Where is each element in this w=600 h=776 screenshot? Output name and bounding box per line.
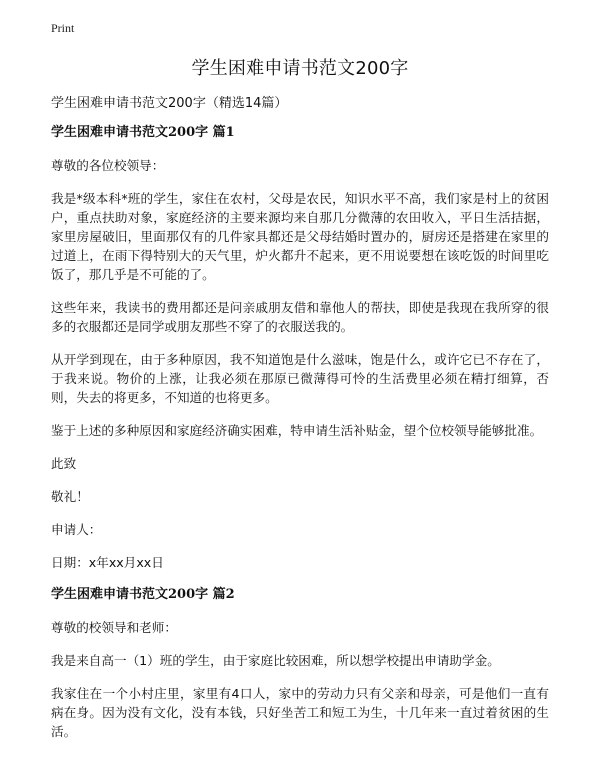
closing-regards: 敬礼！ bbox=[51, 489, 89, 504]
date-line: 日期：x年xx月xx日 bbox=[51, 555, 164, 570]
applicant-line: 申请人： bbox=[51, 522, 102, 537]
salutation: 尊敬的各位校领导： bbox=[51, 158, 165, 173]
print-link[interactable]: Print bbox=[51, 21, 75, 35]
body-paragraph: 鉴于上述的多种原因和家庭经济确实困难，特申请生活补贴金，望个位校领导能够批准。 bbox=[51, 423, 543, 438]
document-subtitle: 学生困难申请书范文200字（精选14篇） bbox=[51, 96, 288, 111]
salutation: 尊敬的校领导和老师： bbox=[51, 620, 177, 635]
closing-line: 此致 bbox=[51, 456, 77, 471]
body-paragraph: 我家住在一个小村庄里，家里有4口人，家中的劳动力只有父亲和母亲，可是他们一直有病在身。因为没有文化，没有本钱，只好坐苦工和短工为生，十几年来一直过着贫困的生活。 bbox=[51, 686, 549, 739]
section-heading-1: 学生困难申请书范文200字 篇1 bbox=[51, 125, 235, 140]
section-heading-2: 学生困难申请书范文200字 篇2 bbox=[51, 587, 235, 602]
body-paragraph: 我是来自高一（1）班的学生，由于家庭比较困难，所以想学校提出申请助学金。 bbox=[51, 653, 500, 668]
body-paragraph: 我是*级本科*班的学生，家住在农村，父母是农民，知识水平不高，我们家是村上的贫困户，重点扶助对象，家庭经济的主要来源均来自那几分微薄的农田收入，平日生活拮据，家里房屋破旧，里面那仅有的几件家具都还是父母结婚时置办的，厨房还是搭建在家里的过道上，在雨下得特别大的天气里，炉火都升不起来，更不用说要想在该吃饭的时间里吃饭了，那几乎是不可能的了。 bbox=[51, 191, 549, 282]
document-body bbox=[51, 124, 549, 755]
body-paragraph: 这些年来，我读书的费用都还是问亲戚朋友借和靠他人的帮扶，即使是我现在我所穿的很多的衣服都还是同学或朋友那些不穿了的衣服送我的。 bbox=[51, 300, 549, 334]
body-paragraph: 从开学到现在，由于多种原因，我不知道饱是什么滋味，饱是什么，或许它已不存在了，于我来说。物价的上涨，让我必须在那原已微薄得可怜的生活费里必须在精打细算，否则，失去的将更多，不知道的也将更多。 bbox=[51, 352, 549, 405]
page-title: 学生困难申请书范文200字 bbox=[191, 58, 409, 79]
